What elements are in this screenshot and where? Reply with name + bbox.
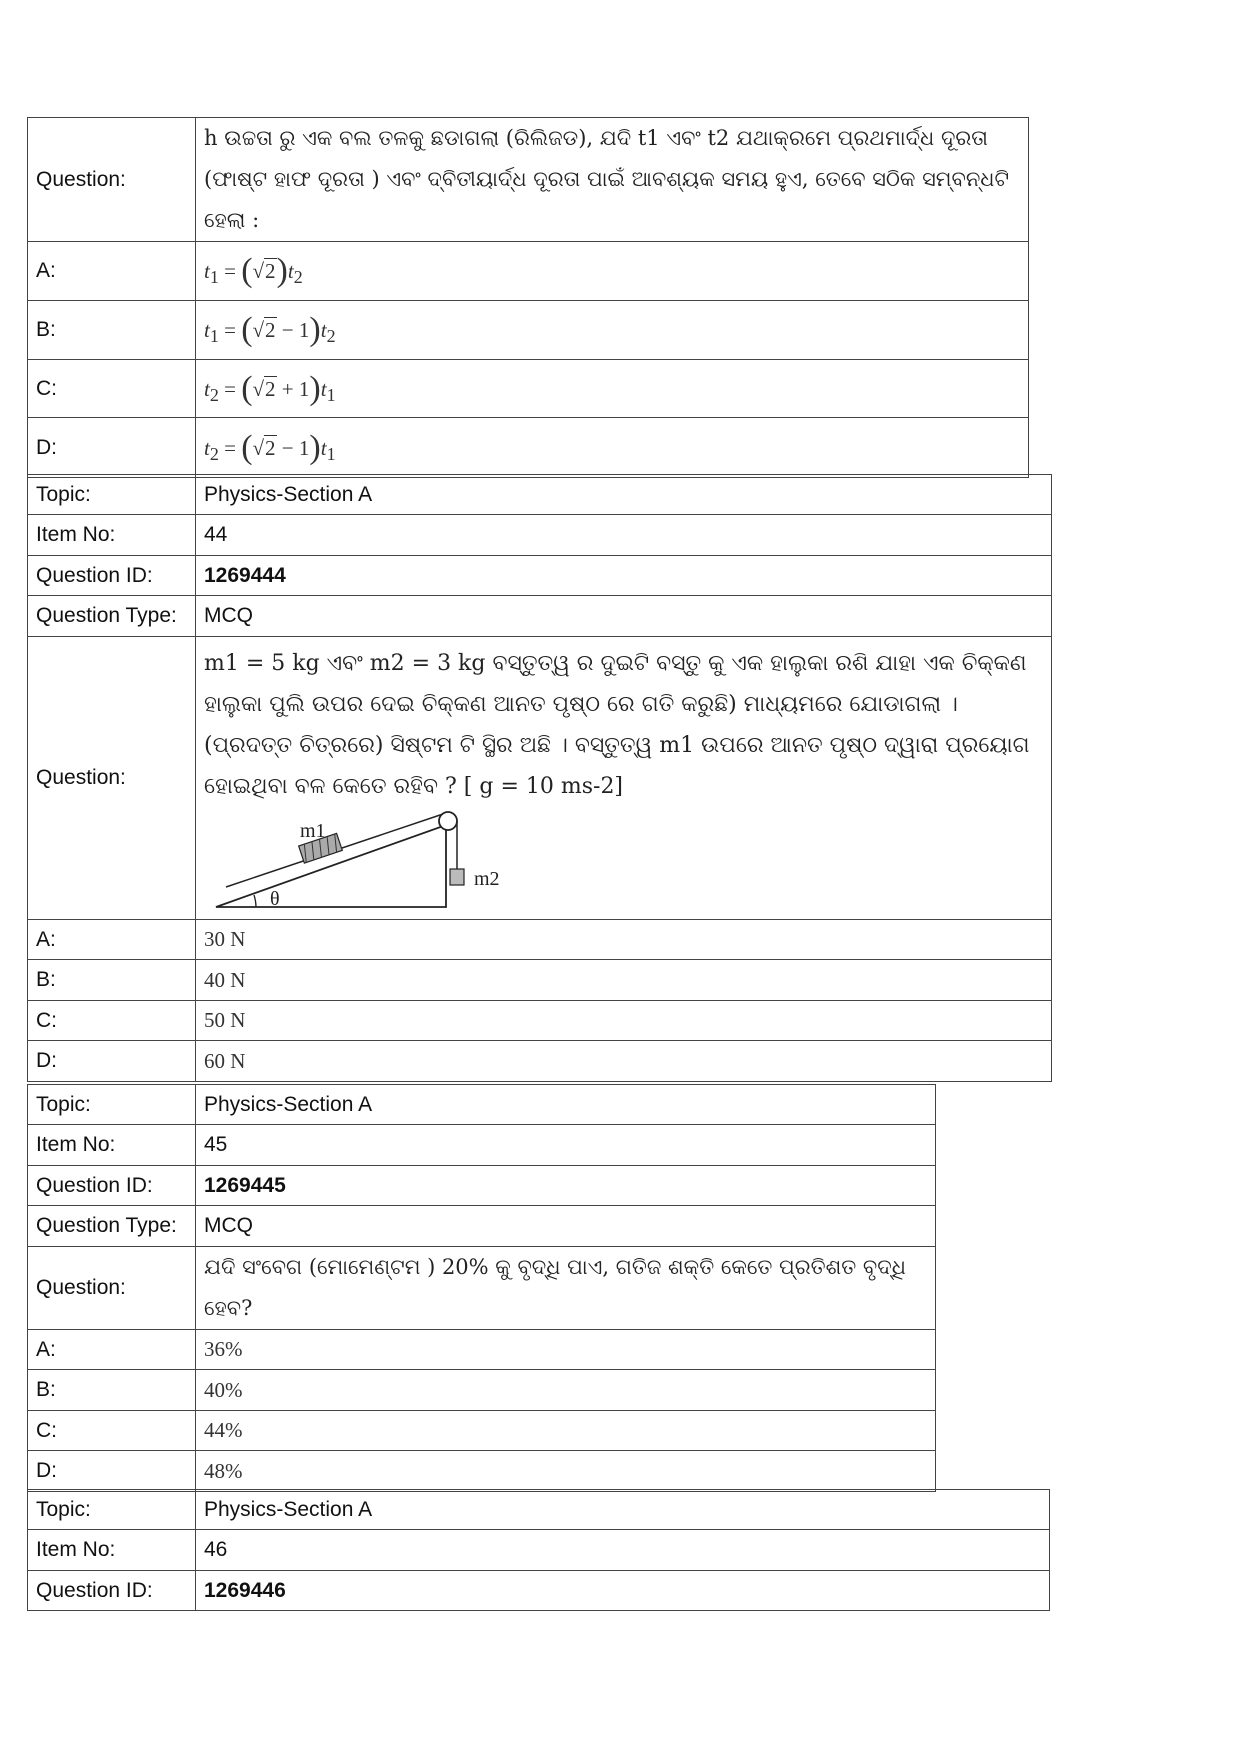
option-value: 50 N (196, 1001, 1052, 1041)
option-row (28, 418, 1029, 478)
option-row (28, 1451, 936, 1492)
question-id-value: 1269446 (196, 1571, 1050, 1611)
question-text: ଯଦି ସଂବେଗ (ମୋମେଣ୍ଟମ ) 20% କୁ ବୃଦ୍ଧି ପାଏ, ଗତିଜ ଶକ୍ତି କେତେ ପ୍ରତିଶତ ବୃଦ୍ଧି ହେବ? (196, 1247, 936, 1330)
item-no-label: Item No: (28, 1125, 196, 1166)
option-row (28, 1041, 1052, 1082)
option-row (28, 1330, 936, 1370)
question-label: Question: (28, 118, 196, 242)
option-label: B: (28, 301, 196, 360)
topic-value: Physics-Section A (196, 1490, 1050, 1530)
question-block-1 (27, 117, 1029, 478)
option-row (28, 242, 1029, 301)
incline-pulley-diagram (212, 807, 532, 913)
question-text: m1 = 5 kg ଏବଂ m2 = 3 kg ବସ୍ତୁତ୍ୱ ର ଦୁଇଟି ବସ୍ତୁ କୁ ଏକ ହାଲୁକା ରଶି ଯାହା ଏକ ଚିକ୍କଣ ହାଲୁକା ପୁଲି ଉପର ଦେଇ ଚିକ୍କଣ ଆନତ ପୃଷ୍ଠ ରେ ଗତି କରୁଛି) ମାଧ୍ୟମରେ ଯୋଡାଗଲା ।(ପ୍ରଦତ୍ତ ଚିତ୍ରରେ) ସିଷ୍ଟମ ଟି ସ୍ଥିର ଅଛି । ବସ୍ତୁତ୍ୱ m1 ଉପରେ ଆନତ ପୃଷ୍ଠ ଦ୍ୱାରା ପ୍ରୟୋଗ ହୋଇଥିବା ବଳ କେତେ ରହିବ ? [ g = 10 ms-2] (204, 651, 1030, 799)
option-value: 44% (196, 1411, 936, 1451)
option-value: 30 N (196, 920, 1052, 960)
question-id-value: 1269445 (196, 1166, 936, 1206)
item-no-value: 45 (196, 1125, 936, 1166)
option-formula: $t_2 = (√2 - 1)t_1$ (196, 418, 1029, 478)
option-row (28, 920, 1052, 960)
question-id-value: 1269444 (196, 556, 1052, 596)
item-no-value: 46 (196, 1530, 1050, 1571)
question-id-label: Question ID: (28, 1571, 196, 1611)
option-value: 40 N (196, 960, 1052, 1001)
topic-value: Physics-Section A (196, 1085, 936, 1125)
mass-m2-block (450, 869, 464, 885)
item-no-value: 44 (196, 515, 1052, 556)
question-type-value: MCQ (196, 1206, 936, 1247)
option-row (28, 1001, 1052, 1041)
option-formula: $t_1 = (√2)t_2$ (196, 242, 1029, 301)
option-label: D: (28, 1451, 196, 1492)
option-label: C: (28, 1411, 196, 1451)
question-block-4 (27, 1489, 1050, 1611)
question-id-label: Question ID: (28, 1166, 196, 1206)
option-row (28, 1411, 936, 1451)
option-value: 48% (196, 1451, 936, 1492)
option-value: 36% (196, 1330, 936, 1370)
question-type-value: MCQ (196, 596, 1052, 637)
option-value: 60 N (196, 1041, 1052, 1082)
question-type-label: Question Type: (28, 1206, 196, 1247)
option-label: B: (28, 960, 196, 1001)
option-row (28, 1370, 936, 1411)
pulley (439, 812, 457, 830)
question-label: Question: (28, 637, 196, 920)
question-text: h ଉଚ୍ଚତା ରୁ ଏକ ବଲ ତଳକୁ ଛଡାଗଲା (ରିଲିଜଡ), ଯଦି t1 ଏବଂ t2 ଯଥାକ୍ରମେ ପ୍ରଥମାର୍ଦ୍ଧ ଦୂରତା (ଫାଷ୍ଟ ହାଫ ଦୂରତା ) ଏବଂ ଦ୍ବିତୀୟାର୍ଦ୍ଧ ଦୂରତା ପାଇଁ ଆବଶ୍ୟକ ସମୟ ହୁଏ, ତେବେ ସଠିକ ସମ୍ବନ୍ଧଟି ହେଲା : (196, 118, 1029, 242)
option-label: C: (28, 360, 196, 418)
option-label: A: (28, 920, 196, 960)
topic-value: Physics-Section A (196, 475, 1052, 515)
item-no-label: Item No: (28, 1530, 196, 1571)
topic-label: Topic: (28, 1085, 196, 1125)
question-block-3 (27, 1084, 936, 1492)
topic-label: Topic: (28, 475, 196, 515)
option-row (28, 960, 1052, 1001)
option-formula: $t_1 = (√2 - 1)t_2$ (196, 301, 1029, 360)
option-row (28, 301, 1029, 360)
option-label: A: (28, 1330, 196, 1370)
option-row (28, 360, 1029, 418)
option-label: D: (28, 1041, 196, 1082)
option-label: C: (28, 1001, 196, 1041)
question-cell (196, 637, 1052, 920)
option-label: A: (28, 242, 196, 301)
angle-label: θ (270, 888, 280, 910)
option-formula: $t_2 = (√2 + 1)t_1$ (196, 360, 1029, 418)
option-label: D: (28, 418, 196, 478)
question-label: Question: (28, 1247, 196, 1330)
topic-label: Topic: (28, 1490, 196, 1530)
question-id-label: Question ID: (28, 556, 196, 596)
item-no-label: Item No: (28, 515, 196, 556)
angle-arc (254, 895, 256, 907)
question-type-label: Question Type: (28, 596, 196, 637)
m2-label: m2 (474, 868, 500, 890)
option-value: 40% (196, 1370, 936, 1411)
option-label: B: (28, 1370, 196, 1411)
question-block-2 (27, 474, 1052, 1082)
m1-label: m1 (300, 820, 326, 842)
